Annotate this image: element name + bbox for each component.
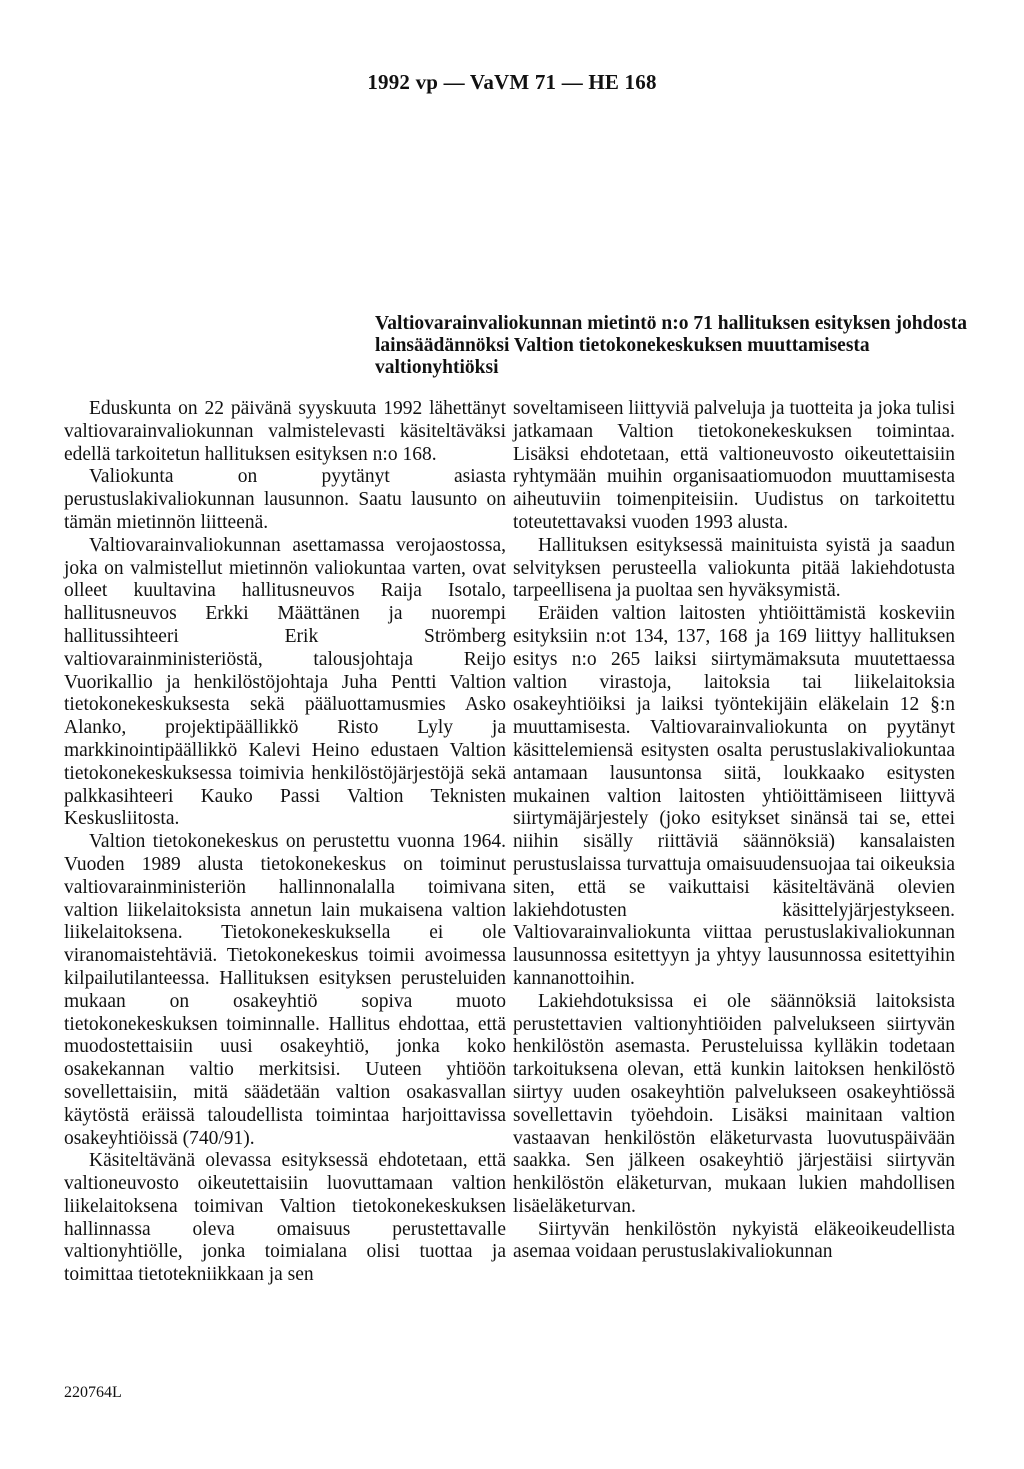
paragraph: Käsiteltävänä olevassa esityksessä ehdotetaan, että valtioneuvosto oikeutettaisiin luovuttamaan valtion liikelaitoksena toimivan Valtion tietokonekeskuksen hallinnassa oleva omaisuus perustettavalle valtionyhtiölle, jonka toimialana olisi tuottaa ja toimittaa tietotekniikkaan ja sen (64, 1150, 506, 1286)
paragraph: Siirtyvän henkilöstön nykyistä eläkeoikeudellista asemaa voidaan perustuslakivaliokunnan (513, 1218, 955, 1263)
paragraph: Valiokunta on pyytänyt asiasta perustuslakivaliokunnan lausunnon. Saatu lausunto on tämän mietinnön liitteenä. (64, 466, 506, 533)
paragraph: Lakiehdotuksissa ei ole säännöksiä laitoksista perustettavien valtionyhtiöiden palvelukseen siirtyvän henkilöstön asemasta. Perusteluissa kylläkin todetaan tarkoituksena olevan, että kunkin laitoksen henkilöstö siirtyy uuden osakeyhtiön palvelukseen osakeyhtiössä sovellettavin työehdoin. Lisäksi mainitaan valtion vastaavan henkilöstön eläketurvasta luovutuspäivään saakka. Sen jälkeen osakeyhtiö järjestäisi siirtyvän henkilöstön eläketurvan, mukaan lukien mahdollisen lisäeläketurvan. (513, 990, 955, 1217)
paragraph-continued: soveltamiseen liittyviä palveluja ja tuotteita ja joka tulisi jatkamaan Valtion tietokonekeskuksen toimintaa. Lisäksi ehdotetaan, että valtioneuvosto oikeutettaisiin ryhtymään muihin organisaatiomuodon muuttamisesta aiheutuviin toimenpiteisiin. Uudistus on tarkoitettu toteutettavaksi vuoden 1993 alusta. (513, 398, 955, 533)
page-header: 1992 vp — VaVM 71 — HE 168 (367, 70, 657, 94)
paragraph: Eduskunta on 22 päivänä syyskuuta 1992 lähettänyt valtiovarainvaliokunnan valmistelevasti käsiteltäväksi edellä tarkoitetun hallituksen esityksen n:o 168. (64, 398, 506, 465)
document-code: 220764L (64, 1384, 122, 1401)
left-column (64, 398, 506, 1287)
right-column (513, 398, 955, 1264)
paragraph: Hallituksen esityksessä mainituista syistä ja saadun selvityksen perusteella valiokunta pitää lakiehdotusta tarpeellisena ja puoltaa sen hyväksymistä. (513, 534, 955, 602)
paragraph: Valtion tietokonekeskus on perustettu vuonna 1964. Vuoden 1989 alusta tietokonekeskus on toiminut valtiovarainministeriön hallinnonalalla toimivana valtion liikelaitoksista annetun lain mukaisena valtion liikelaitoksena. Tietokonekeskuksella ei ole viranomaistehtäviä. Tietokonekeskus toimii avoimessa kilpailutilanteessa. Hallituksen esityksen perusteluiden mukaan on osakeyhtiö sopiva muoto tietokonekeskuksen toiminnalle. Hallitus ehdottaa, että muodostettaisiin uusi osakeyhtiö, jonka koko osakekannan valtio merkitsisi. Uuteen yhtiöön sovellettaisiin, mitä säädetään valtion osakasvallan käytöstä eräissä taloudellista toimintaa harjoittavissa osakeyhtiöissä (740/91). (64, 831, 506, 1149)
document-title: Valtiovarainvaliokunnan mietintö n:o 71 hallituksen esityksen johdosta lainsäädännöksi Valtion tietokonekeskuksen muuttamisesta valtionyhtiöksi (375, 313, 967, 378)
paragraph: Valtiovarainvaliokunnan asettamassa verojaostossa, joka on valmistellut mietinnön valiokuntaa varten, ovat olleet kuultavina hallitusneuvos Raija Isotalo, hallitusneuvos Erkki Määttänen ja nuorempi hallitussihteeri Erik Strömberg valtiovarainministeriöstä, talousjohtaja Reijo Vuorikallio ja henkilöstöjohtaja Juha Pentti Valtion tietokonekeskuksesta sekä pääluottamusmies Asko Alanko, projektipäällikkö Risto Lyly ja markkinointipäällikkö Kalevi Heino edustaen Valtion tietokonekeskuksessa toimivia henkilöstöjärjestöjä sekä palkkasihteeri Kauko Passi Valtion Teknisten Keskusliitosta. (64, 534, 506, 830)
paragraph: Eräiden valtion laitosten yhtiöittämistä koskeviin esityksiin n:ot 134, 137, 168 ja 169 liittyy hallituksen esitys n:o 265 laiksi siirtymämaksuta muutettaessa valtion virastoja, laitoksia tai liikelaitoksia osakeyhtiöiksi ja laiksi työntekijäin eläkelain 12 §:n muuttamisesta. Valtiovarainvaliokunta on pyytänyt käsittelemiensä esitysten osalta perustuslakivaliokuntaa antamaan lausuntonsa siitä, loukkaako esitysten mukainen valtion laitosten yhtiöittämiseen liittyvä siirtymäjärjestely (joko esitykset sinänsä tai se, ettei niihin sisälly riittäviä säännöksiä) kansalaisten perustuslaissa turvattuja omaisuudensuojaa tai oikeuksia siten, että se vaikuttaisi käsiteltävänä olevien lakiehdotusten käsittelyjärjestykseen. Valtiovarainvaliokunta viittaa perustuslakivaliokunnan lausunnossa esitettyyn ja yhtyy lausunnossa esitettyihin kannanottoihin. (513, 603, 955, 989)
